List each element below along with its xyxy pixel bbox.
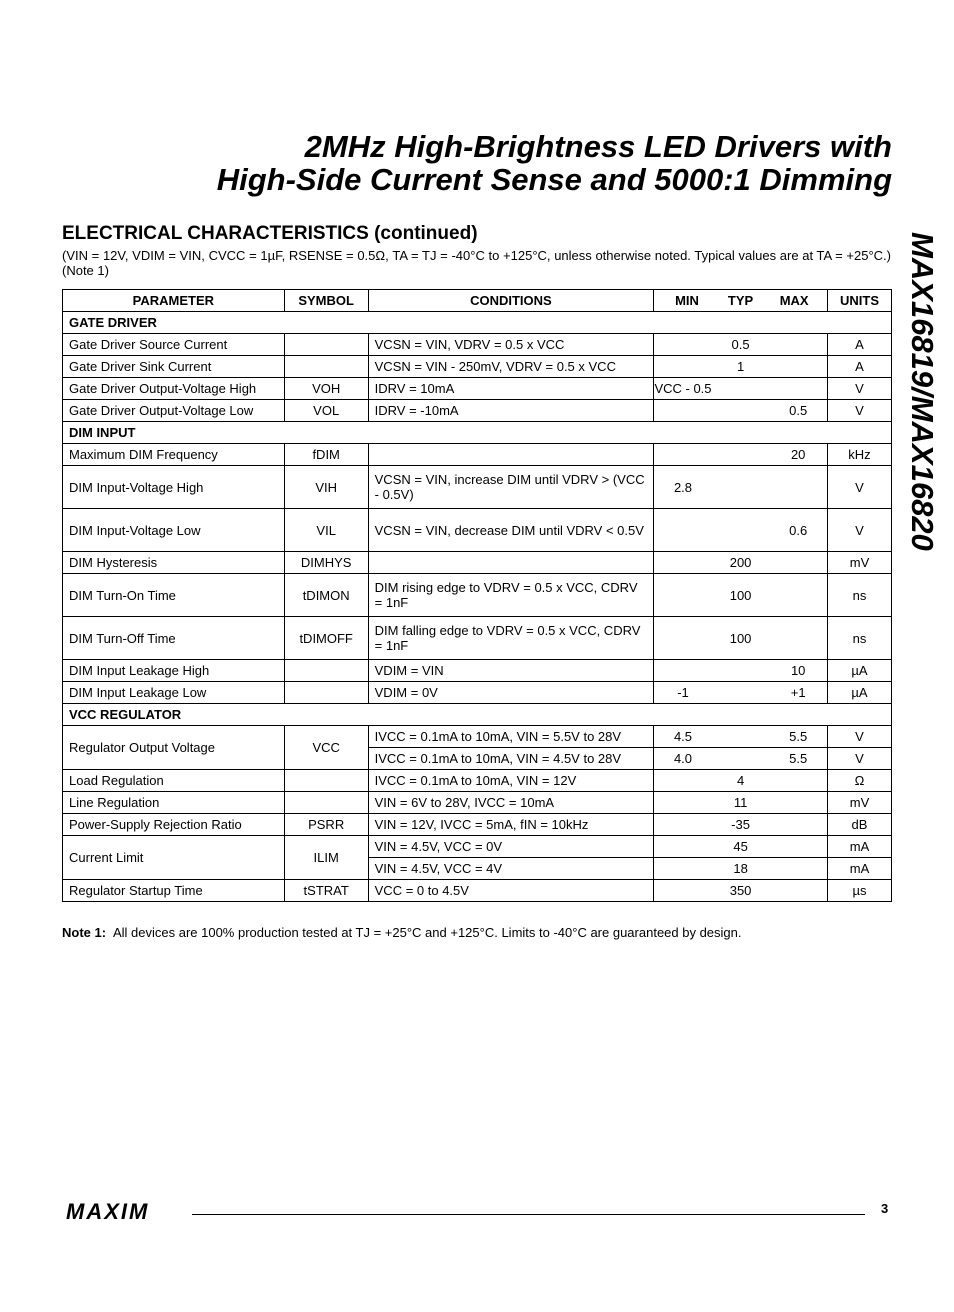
conditions-cell: VDIM = VIN (368, 660, 654, 682)
max-value (769, 337, 827, 352)
units-cell: dB (827, 814, 891, 836)
table-row (63, 792, 892, 814)
typ-value (712, 447, 770, 462)
max-value: 0.6 (789, 522, 808, 538)
typ-value: 100 (729, 587, 752, 603)
title-line-1: 2MHz High-Brightness LED Drivers with (304, 129, 892, 164)
header-max: MAX (779, 293, 809, 308)
maxim-logo: MAXIM (66, 1199, 150, 1224)
values-cell (654, 836, 828, 858)
table-row (63, 400, 892, 422)
typ-value (712, 729, 770, 744)
conditions-cell: IVCC = 0.1mA to 10mA, VIN = 12V (368, 770, 654, 792)
parameter-cell: DIM Turn-Off Time (63, 617, 285, 660)
header-symbol: SYMBOL (284, 290, 368, 312)
values-cell (654, 770, 828, 792)
section-label: DIM INPUT (63, 422, 892, 444)
symbol-cell (284, 770, 368, 792)
table-row (63, 770, 892, 792)
conditions-cell: VIN = 4.5V, VCC = 4V (368, 858, 654, 880)
min-value (654, 588, 712, 603)
conditions-cell: VIN = 6V to 28V, IVCC = 10mA (368, 792, 654, 814)
units-cell: mV (827, 792, 891, 814)
symbol-cell: VOL (284, 400, 368, 422)
values-cell (654, 660, 828, 682)
table-row (63, 552, 892, 574)
parameter-cell: Power-Supply Rejection Ratio (63, 814, 285, 836)
min-value: 4.0 (673, 751, 693, 766)
values-cell (654, 682, 828, 704)
symbol-cell: DIMHYS (284, 552, 368, 574)
units-cell: kHz (827, 444, 891, 466)
table-row (63, 574, 892, 617)
typ-value (712, 381, 770, 396)
table-section-row (63, 704, 892, 726)
conditions-cell: IDRV = 10mA (368, 378, 654, 400)
symbol-cell: tDIMOFF (284, 617, 368, 660)
units-cell: V (827, 378, 891, 400)
units-cell: V (827, 726, 891, 748)
symbol-cell: fDIM (284, 444, 368, 466)
conditions-cell: VCSN = VIN, increase DIM until VDRV > (VCC - 0.5V) (368, 466, 654, 509)
table-section-row (63, 312, 892, 334)
min-value (654, 861, 712, 876)
footnote (62, 925, 742, 940)
min-value (654, 447, 712, 462)
table-row (63, 880, 892, 902)
conditions-cell: VIN = 4.5V, VCC = 0V (368, 836, 654, 858)
section-heading: ELECTRICAL CHARACTERISTICS (continued) (62, 223, 478, 244)
section-label: VCC REGULATOR (63, 704, 892, 726)
parameter-cell: DIM Input Leakage High (63, 660, 285, 682)
parameter-cell: DIM Input Leakage Low (63, 682, 285, 704)
max-value (769, 817, 827, 832)
values-cell (654, 858, 828, 880)
min-value (654, 555, 712, 570)
header-min: MIN (675, 293, 699, 308)
min-value (654, 523, 712, 538)
units-cell: V (827, 400, 891, 422)
parameter-cell: Load Regulation (63, 770, 285, 792)
min-value (654, 359, 712, 374)
table-header-row (63, 290, 892, 312)
table-row (63, 814, 892, 836)
values-cell (654, 792, 828, 814)
max-value (769, 555, 827, 570)
units-cell: V (827, 509, 891, 552)
typ-value: 0.5 (731, 337, 750, 352)
parameter-cell: DIM Input-Voltage High (63, 466, 285, 509)
conditions-cell: VDIM = 0V (368, 682, 654, 704)
min-value: 4.5 (673, 729, 693, 744)
min-value (654, 403, 712, 418)
max-value (769, 883, 827, 898)
symbol-cell: VIL (284, 509, 368, 552)
table-row (63, 378, 892, 400)
max-value (769, 631, 827, 646)
symbol-cell: VCC (284, 726, 368, 770)
max-value: 0.5 (789, 403, 808, 418)
section-label: GATE DRIVER (63, 312, 892, 334)
test-conditions: (VIN = 12V, VDIM = VIN, CVCC = 1µF, RSENSE = 0.5Ω, TA = TJ = -40°C to +125°C, unless otherwise noted. Typical values are at TA = +25°C.) (Note 1) (62, 248, 891, 278)
max-value (769, 588, 827, 603)
units-cell: µA (827, 660, 891, 682)
max-value: 5.5 (789, 729, 808, 744)
values-cell (654, 748, 828, 770)
symbol-cell (284, 792, 368, 814)
typ-value (712, 751, 770, 766)
min-value (654, 795, 712, 810)
parameter-cell: Gate Driver Output-Voltage High (63, 378, 285, 400)
conditions-cell: DIM falling edge to VDRV = 0.5 x VCC, CDRV = 1nF (368, 617, 654, 660)
units-cell: V (827, 748, 891, 770)
max-value (769, 381, 827, 396)
parameter-cell: Regulator Startup Time (63, 880, 285, 902)
parameter-cell: Maximum DIM Frequency (63, 444, 285, 466)
symbol-cell (284, 356, 368, 378)
typ-value (712, 480, 770, 495)
values-cell (654, 880, 828, 902)
table-row (63, 836, 892, 858)
min-value (654, 773, 712, 788)
typ-value: 45 (733, 839, 748, 854)
parameter-cell: Regulator Output Voltage (63, 726, 285, 770)
page-number: 3 (881, 1201, 889, 1216)
units-cell: µA (827, 682, 891, 704)
conditions-cell: IVCC = 0.1mA to 10mA, VIN = 5.5V to 28V (368, 726, 654, 748)
symbol-cell (284, 660, 368, 682)
table-row (63, 509, 892, 552)
table-row (63, 726, 892, 748)
conditions-cell: IVCC = 0.1mA to 10mA, VIN = 4.5V to 28V (368, 748, 654, 770)
parameter-cell: Gate Driver Source Current (63, 334, 285, 356)
typ-value: 4 (736, 773, 745, 788)
header-min-typ-max (654, 290, 828, 312)
units-cell: mA (827, 836, 891, 858)
page-title (217, 130, 892, 196)
units-cell: A (827, 356, 891, 378)
units-cell: mV (827, 552, 891, 574)
conditions-cell: DIM rising edge to VDRV = 0.5 x VCC, CDRV = 1nF (368, 574, 654, 617)
units-cell: ns (827, 574, 891, 617)
min-value (654, 337, 712, 352)
side-part-number-text: MAX16819/MAX16820 (905, 232, 940, 551)
values-cell (654, 509, 828, 552)
values-cell (654, 814, 828, 836)
parameter-cell: DIM Input-Voltage Low (63, 509, 285, 552)
symbol-cell: VIH (284, 466, 368, 509)
values-cell (654, 574, 828, 617)
parameter-cell: DIM Hysteresis (63, 552, 285, 574)
table-row (63, 617, 892, 660)
symbol-cell: ILIM (284, 836, 368, 880)
header-parameter: PARAMETER (63, 290, 285, 312)
max-value: 10 (790, 663, 806, 678)
header-typ: TYP (727, 293, 754, 308)
symbol-cell (284, 334, 368, 356)
min-value (654, 839, 712, 854)
table-row (63, 466, 892, 509)
typ-value (712, 685, 770, 700)
min-value (654, 663, 712, 678)
values-cell (654, 617, 828, 660)
footnote-text: All devices are 100% production tested at TJ = +25°C and +125°C. Limits to -40°C are guaranteed by design. (112, 925, 742, 940)
table-row (63, 444, 892, 466)
typ-value (712, 663, 770, 678)
max-value (769, 795, 827, 810)
table-row (63, 682, 892, 704)
parameter-cell: Current Limit (63, 836, 285, 880)
units-cell: ns (827, 617, 891, 660)
parameter-cell: Line Regulation (63, 792, 285, 814)
min-value (654, 883, 712, 898)
symbol-cell: PSRR (284, 814, 368, 836)
header-units: UNITS (827, 290, 891, 312)
table-row (63, 334, 892, 356)
max-value: 20 (790, 447, 806, 462)
footnote-label: Note 1: (62, 925, 107, 940)
typ-value: 200 (729, 555, 752, 570)
conditions-cell: VCC = 0 to 4.5V (368, 880, 654, 902)
min-value: -1 (677, 685, 689, 700)
symbol-cell: tDIMON (284, 574, 368, 617)
symbol-cell (284, 682, 368, 704)
typ-value: 11 (733, 795, 748, 810)
typ-value: 350 (729, 883, 752, 898)
conditions-cell: VIN = 12V, IVCC = 5mA, fIN = 10kHz (368, 814, 654, 836)
typ-value: 18 (733, 861, 748, 876)
units-cell: µs (827, 880, 891, 902)
values-cell (654, 444, 828, 466)
units-cell: V (827, 466, 891, 509)
typ-value (712, 523, 770, 538)
units-cell: mA (827, 858, 891, 880)
symbol-cell: VOH (284, 378, 368, 400)
header-conditions: CONDITIONS (368, 290, 654, 312)
max-value (769, 359, 827, 374)
parameter-cell: DIM Turn-On Time (63, 574, 285, 617)
table-row (63, 356, 892, 378)
values-cell (654, 356, 828, 378)
values-cell (654, 400, 828, 422)
title-line-2: High-Side Current Sense and 5000:1 Dimming (216, 162, 892, 197)
max-value: +1 (790, 685, 806, 700)
footer-divider (192, 1214, 865, 1215)
symbol-cell: tSTRAT (284, 880, 368, 902)
conditions-cell: VCSN = VIN - 250mV, VDRV = 0.5 x VCC (368, 356, 654, 378)
values-cell (654, 334, 828, 356)
min-value: VCC - 0.5 (654, 381, 712, 396)
min-value: 2.8 (673, 479, 693, 495)
max-value: 5.5 (789, 751, 808, 766)
values-cell (654, 552, 828, 574)
max-value (769, 839, 827, 854)
max-value (769, 480, 827, 495)
typ-value (712, 403, 770, 418)
conditions-cell: IDRV = -10mA (368, 400, 654, 422)
electrical-characteristics-table (62, 289, 892, 902)
conditions-cell (368, 552, 654, 574)
table-section-row (63, 422, 892, 444)
min-value (654, 631, 712, 646)
table-body (63, 312, 892, 902)
values-cell (654, 378, 828, 400)
parameter-cell: Gate Driver Sink Current (63, 356, 285, 378)
max-value (769, 773, 827, 788)
conditions-cell (368, 444, 654, 466)
typ-value: -35 (731, 817, 750, 832)
values-cell (654, 726, 828, 748)
units-cell: Ω (827, 770, 891, 792)
conditions-cell: VCSN = VIN, decrease DIM until VDRV < 0.5V (368, 509, 654, 552)
conditions-cell: VCSN = VIN, VDRV = 0.5 x VCC (368, 334, 654, 356)
table-row (63, 660, 892, 682)
max-value (769, 861, 827, 876)
units-cell: A (827, 334, 891, 356)
parameter-cell: Gate Driver Output-Voltage Low (63, 400, 285, 422)
typ-value: 1 (736, 359, 745, 374)
min-value (654, 817, 712, 832)
typ-value: 100 (729, 630, 752, 646)
values-cell (654, 466, 828, 509)
